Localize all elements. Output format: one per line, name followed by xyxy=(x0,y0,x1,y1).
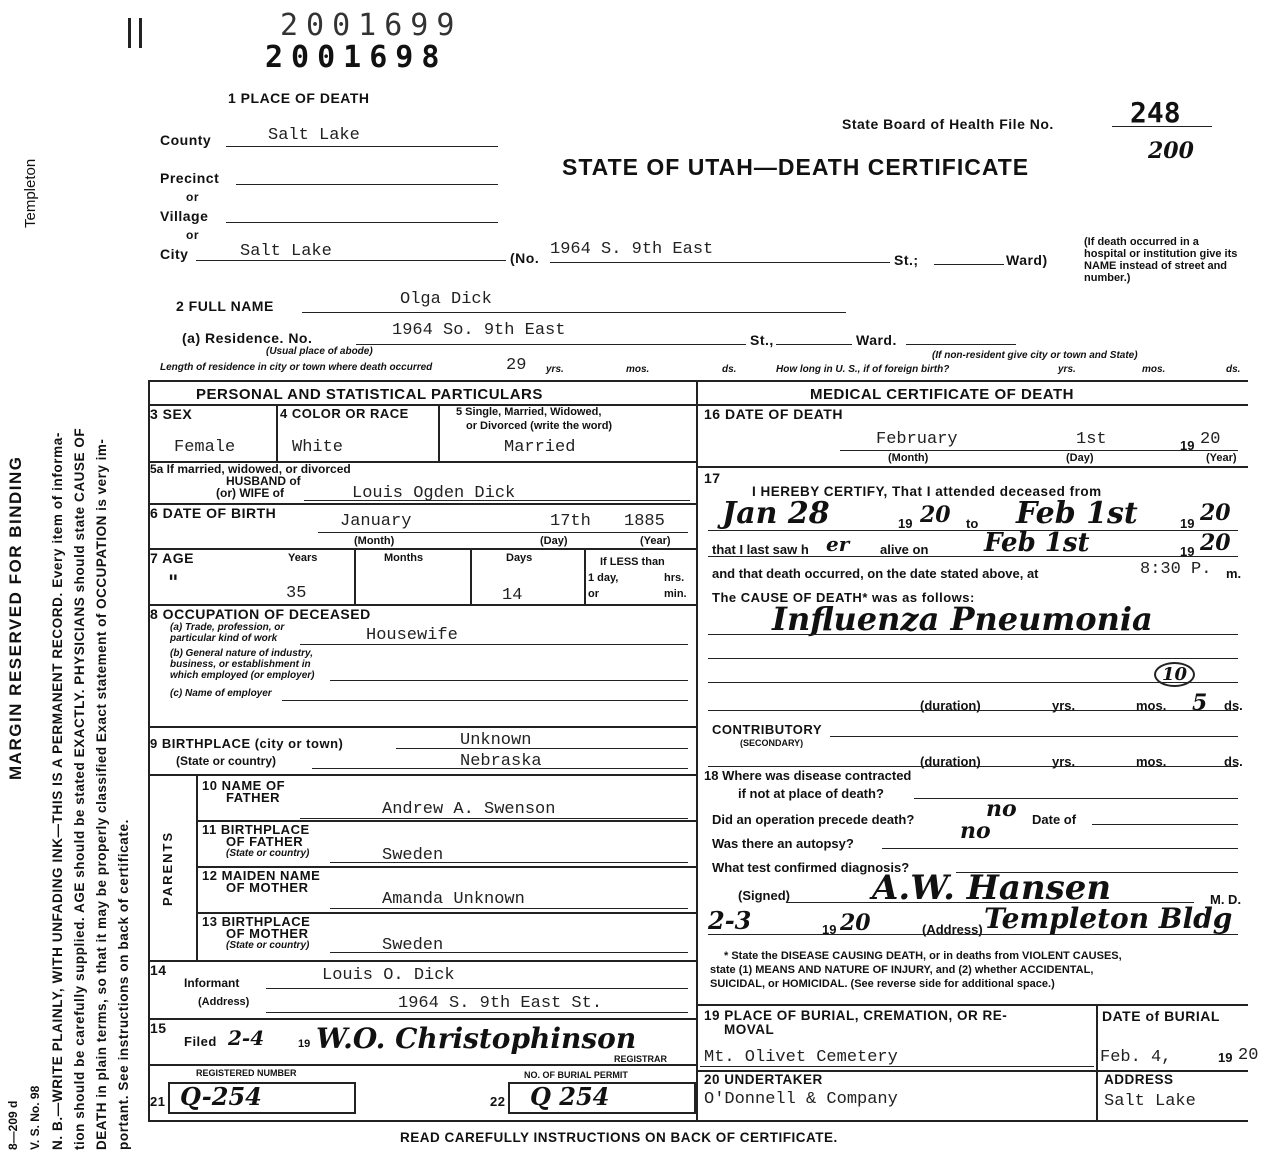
age-days-caption: Days xyxy=(506,552,533,564)
mother-name-label-1: 12 MAIDEN NAME xyxy=(202,868,321,883)
duration-mos: mos. xyxy=(1136,698,1167,713)
less-than-or: or xyxy=(588,588,599,600)
hospital-note: (If death occurred in a hospital or institution give its NAME instead of street and number.) xyxy=(1084,236,1238,284)
alive-on-label: alive on xyxy=(880,542,929,557)
county-label: County xyxy=(160,132,212,148)
less-than-label-1: If LESS than xyxy=(600,556,665,568)
attended-to-yr-prefix: 19 xyxy=(1180,516,1195,531)
residence-ward-label: Ward. xyxy=(856,332,897,348)
death-time: 8:30 P. xyxy=(1140,560,1212,579)
file-no-value-2: 200 xyxy=(1148,138,1194,164)
sign-address-label: (Address) xyxy=(922,922,983,937)
or-label-1: or xyxy=(186,190,199,204)
marital-value: Married xyxy=(504,438,576,457)
street-value: 1964 S. 9th East xyxy=(550,240,714,259)
mother-bp-label-2: OF MOTHER xyxy=(226,926,309,941)
dob-label: 6 DATE OF BIRTH xyxy=(150,505,277,521)
burial-permit-index: 22 xyxy=(490,1094,506,1109)
registered-number-index: 21 xyxy=(150,1094,166,1109)
duration-circle-note: 10 xyxy=(1154,662,1195,687)
informant-address: 1964 S. 9th East St. xyxy=(398,994,603,1013)
signed-yr-prefix: 19 xyxy=(822,922,837,937)
footnote-3: SUICIDAL, or HOMICIDAL. (See reverse side for additional space.) xyxy=(710,978,1055,990)
or-label-2: or xyxy=(186,228,199,242)
signed-yr: 20 xyxy=(840,910,871,936)
birthplace-label: 9 BIRTHPLACE (city or town) xyxy=(150,736,344,751)
file-no-label: State Board of Health File No. xyxy=(842,116,1054,132)
st-label: St.; xyxy=(894,252,919,268)
registrar-signature: W.O. Christophinson xyxy=(316,1022,637,1055)
occupation-b-label-2: business, or establishment in xyxy=(170,659,311,670)
alive-yr: 20 xyxy=(1200,530,1231,556)
birthplace-state-label: (State or country) xyxy=(176,754,277,768)
margin-instructions-4: portant. See instructions on back of certificate. xyxy=(116,819,131,1150)
less-than-min: min. xyxy=(664,588,687,600)
age-months-caption: Months xyxy=(384,552,424,564)
father-name: Andrew A. Swenson xyxy=(382,800,556,819)
race-value: White xyxy=(292,438,344,457)
full-name-label: 2 FULL NAME xyxy=(176,298,274,314)
mother-name: Amanda Unknown xyxy=(382,890,525,909)
cause-of-death: Influenza Pneumonia xyxy=(772,600,1153,638)
alive-yr-prefix: 19 xyxy=(1180,544,1195,559)
last-saw-pronoun: er xyxy=(826,532,850,556)
death-time-m: m. xyxy=(1226,566,1242,581)
age-years-value: 35 xyxy=(286,584,307,603)
autopsy-label: Was there an autopsy? xyxy=(712,836,854,851)
margin-binding-label: MARGIN RESERVED FOR BINDING xyxy=(6,455,25,780)
attended-to-label: to xyxy=(966,516,979,531)
us-mos-unit: mos. xyxy=(1142,364,1166,375)
informant-address-label: (Address) xyxy=(198,996,250,1008)
length-mos-unit: mos. xyxy=(626,364,650,375)
father-bp-label-3: (State or country) xyxy=(226,848,310,859)
informant-name: Louis O. Dick xyxy=(322,966,455,985)
filed-label: Filed xyxy=(184,1034,217,1049)
race-label: 4 COLOR OR RACE xyxy=(280,406,409,421)
margin-instructions-2: tion should be carefully supplied. AGE should be stated EXACTLY. PHYSICIANS should state CAUSE OF xyxy=(72,427,87,1150)
sign-address: Templeton Bldg xyxy=(984,902,1233,935)
margin-instructions-1: N. B.—WRITE PLAINLY, WITH UNFADING INK—THIS IS A PERMANENT RECORD. Every item of informa- xyxy=(50,432,65,1150)
duration-ds: ds. xyxy=(1224,698,1243,713)
age-years-caption: Years xyxy=(288,552,318,564)
duration-label-2: (duration) xyxy=(920,754,981,769)
file-no-value: 248 xyxy=(1130,96,1181,129)
stamp-number-main: 2001698 xyxy=(265,40,448,75)
footnote-1: * State the DISEASE CAUSING DEATH, or in deaths from VIOLENT CAUSES, xyxy=(724,950,1122,962)
attended-from-yr: 20 xyxy=(920,502,951,528)
occupation-c-label: (c) Name of employer xyxy=(170,688,272,699)
attended-to: Feb 1st xyxy=(1016,496,1138,531)
dod-year-caption: (Year) xyxy=(1206,452,1237,464)
duration-days: 5 xyxy=(1192,690,1208,716)
test-label: What test confirmed diagnosis? xyxy=(712,860,910,875)
marital-label-1: 5 Single, Married, Widowed, xyxy=(456,406,602,418)
certificate-title: STATE OF UTAH—DEATH CERTIFICATE xyxy=(562,154,1030,180)
dod-month-caption: (Month) xyxy=(888,452,929,464)
birthplace-state: Nebraska xyxy=(460,752,542,771)
burial-date-label: DATE of BURIAL xyxy=(1102,1008,1220,1024)
filed-date: 2-4 xyxy=(228,1026,265,1050)
undertaker-label: 20 UNDERTAKER xyxy=(704,1072,823,1087)
burial-label-1: 19 PLACE OF BURIAL, CREMATION, OR RE- xyxy=(704,1008,1008,1023)
father-bp-label-1: 11 BIRTHPLACE xyxy=(202,822,310,837)
usual-abode-caption: (Usual place of abode) xyxy=(266,346,373,357)
duration-mos-2: mos. xyxy=(1136,754,1167,769)
attended-from: Jan 28 xyxy=(722,496,830,531)
occupation-a-label-2: particular kind of work xyxy=(170,633,278,644)
us-ds-unit: ds. xyxy=(1226,364,1241,375)
cert-no: 17 xyxy=(704,470,721,486)
md-label: M. D. xyxy=(1210,892,1242,907)
residence-label: (a) Residence. No. xyxy=(182,330,313,346)
father-bp-label-2: OF FATHER xyxy=(226,834,304,849)
margin-form-code: 8—209 d xyxy=(6,1100,20,1150)
signed-date: 2-3 xyxy=(708,906,752,935)
length-ds-unit: ds. xyxy=(722,364,737,375)
dod-month: February xyxy=(876,430,958,449)
spouse-label-3: (or) WIFE of xyxy=(216,486,284,500)
registered-number-label: REGISTERED NUMBER xyxy=(196,1068,297,1078)
less-than-hrs: hrs. xyxy=(664,572,685,584)
marital-label-2: or Divorced (write the word) xyxy=(466,420,613,432)
spouse-label-2: HUSBAND of xyxy=(226,474,301,488)
length-residence-label: Length of residence in city or town where death occurred xyxy=(160,362,433,373)
residence-value: 1964 So. 9th East xyxy=(392,321,566,340)
less-than-label-2: 1 day, xyxy=(588,572,619,584)
dob-month: January xyxy=(340,512,412,531)
city-label: City xyxy=(160,246,189,262)
personal-section-title: PERSONAL AND STATISTICAL PARTICULARS xyxy=(196,386,543,403)
dob-year-caption: (Year) xyxy=(640,535,671,547)
occupation-b-label-3: which employed (or employer) xyxy=(170,670,315,681)
occupation-a-label-1: (a) Trade, profession, or xyxy=(170,622,285,633)
operation-value: no xyxy=(986,796,1017,822)
certify-text: I HEREBY CERTIFY, That I attended deceased from xyxy=(752,484,1102,499)
precinct-label: Precinct xyxy=(160,170,220,186)
village-label: Village xyxy=(160,208,209,224)
duration-yrs-2: yrs. xyxy=(1052,754,1076,769)
mother-bp-label-3: (State or country) xyxy=(226,940,310,951)
dod-label: 16 DATE OF DEATH xyxy=(704,406,843,422)
occupation-b-label-1: (b) General nature of industry, xyxy=(170,648,313,659)
duration-yrs: yrs. xyxy=(1052,698,1076,713)
county-value: Salt Lake xyxy=(268,126,360,145)
mother-name-label-2: OF MOTHER xyxy=(226,880,309,895)
dod-year: 20 xyxy=(1200,430,1221,449)
contributory-label: CONTRIBUTORY xyxy=(712,722,822,737)
burial-yr-prefix: 19 xyxy=(1218,1050,1233,1065)
undertaker-address-label: ADDRESS xyxy=(1104,1072,1174,1087)
margin-form-no: V. S. No. 98 xyxy=(28,1085,42,1150)
filed-year-prefix: 19 xyxy=(298,1038,311,1050)
us-yrs-unit: yrs. xyxy=(1058,364,1076,375)
burial-label-2: MOVAL xyxy=(724,1022,775,1037)
informant-no: 14 xyxy=(150,962,167,978)
dob-year: 1885 xyxy=(624,512,665,531)
dob-month-caption: (Month) xyxy=(354,535,395,547)
contracted-label-2: if not at place of death? xyxy=(738,786,884,801)
operation-label: Did an operation precede death? xyxy=(712,812,915,827)
undertaker-address: Salt Lake xyxy=(1104,1092,1196,1111)
dod-day-caption: (Day) xyxy=(1066,452,1094,464)
dob-day-caption: (Day) xyxy=(540,535,568,547)
burial-yr: 20 xyxy=(1238,1046,1259,1065)
place-of-death-heading: 1 PLACE OF DEATH xyxy=(228,90,370,106)
physician-signature: A.W. Hansen xyxy=(872,868,1112,908)
length-yrs-unit: yrs. xyxy=(546,364,564,375)
city-value: Salt Lake xyxy=(240,242,332,261)
sex-label: 3 SEX xyxy=(150,406,193,422)
burial-permit-number: Q 254 xyxy=(530,1082,610,1111)
stamp-number-top: 2001699 xyxy=(280,8,463,43)
margin-templeton: Templeton xyxy=(22,158,39,228)
binding-rules xyxy=(128,18,142,48)
informant-label: Informant xyxy=(184,976,240,990)
street-no-label: (No. xyxy=(510,250,540,266)
operation-date-label: Date of xyxy=(1032,812,1077,827)
medical-section-title: MEDICAL CERTIFICATE OF DEATH xyxy=(810,386,1074,403)
us-residence-label: How long in U. S., if of foreign birth? xyxy=(776,364,950,375)
alive-on-date: Feb 1st xyxy=(984,528,1090,558)
dod-year-prefix: 19 xyxy=(1180,438,1195,453)
undertaker-name: O'Donnell & Company xyxy=(704,1090,898,1109)
mother-bp-label-1: 13 BIRTHPLACE xyxy=(202,914,311,929)
burial-place: Mt. Olivet Cemetery xyxy=(704,1048,898,1067)
footer-instructions: READ CAREFULLY INSTRUCTIONS ON BACK OF CERTIFICATE. xyxy=(400,1130,838,1145)
cause-label: The CAUSE OF DEATH* was as follows: xyxy=(712,590,975,605)
duration-ds-2: ds. xyxy=(1224,754,1243,769)
signed-label: (Signed) xyxy=(738,888,790,903)
residence-st-label: St., xyxy=(750,332,774,348)
contracted-label-1: 18 Where was disease contracted xyxy=(704,768,912,783)
burial-permit-label: NO. OF BURIAL PERMIT xyxy=(524,1070,628,1080)
age-mark: " xyxy=(168,570,179,594)
footnote-2: state (1) MEANS AND NATURE OF INJURY, and (2) whether ACCIDENTAL, xyxy=(710,964,1094,976)
occupation-label: 8 OCCUPATION OF DECEASED xyxy=(150,606,371,622)
autopsy-value: no xyxy=(960,818,991,844)
registered-number: Q-254 xyxy=(180,1082,262,1111)
father-name-label-1: 10 NAME OF xyxy=(202,778,286,793)
duration-label: (duration) xyxy=(920,698,981,713)
spouse-value: Louis Ogden Dick xyxy=(352,484,516,503)
margin-instructions-3: DEATH in plain terms, so that it may be properly classified Exact statement of OCCUPATION is very im- xyxy=(94,438,109,1150)
age-label: 7 AGE xyxy=(150,550,194,566)
full-name-value: Olga Dick xyxy=(400,290,492,309)
filed-no: 15 xyxy=(150,1020,167,1036)
spouse-label-1: 5a If married, widowed, or divorced xyxy=(150,462,351,476)
ward-label: Ward) xyxy=(1006,252,1048,268)
last-saw-label: that I last saw h xyxy=(712,542,809,557)
burial-date: Feb. 4, xyxy=(1100,1048,1172,1067)
birthplace-city: Unknown xyxy=(460,731,532,750)
nonresident-note: (If non-resident give city or town and State) xyxy=(932,350,1138,361)
occurred-label: and that death occurred, on the date stated above, at xyxy=(712,566,1039,581)
father-name-label-2: FATHER xyxy=(226,790,281,805)
length-residence-years: 29 xyxy=(506,356,527,375)
dob-day: 17th xyxy=(550,512,591,531)
mother-birthplace: Sweden xyxy=(382,936,444,955)
secondary-label: (SECONDARY) xyxy=(740,738,804,748)
attended-from-yr-prefix: 19 xyxy=(898,516,913,531)
age-days-value: 14 xyxy=(502,586,523,605)
dod-day: 1st xyxy=(1076,430,1107,449)
registrar-label: REGISTRAR xyxy=(614,1054,668,1064)
attended-to-yr: 20 xyxy=(1200,500,1231,526)
father-birthplace: Sweden xyxy=(382,846,444,865)
occupation-value: Housewife xyxy=(366,626,458,645)
sex-value: Female xyxy=(174,438,236,457)
parents-label: PARENTS xyxy=(160,830,175,906)
